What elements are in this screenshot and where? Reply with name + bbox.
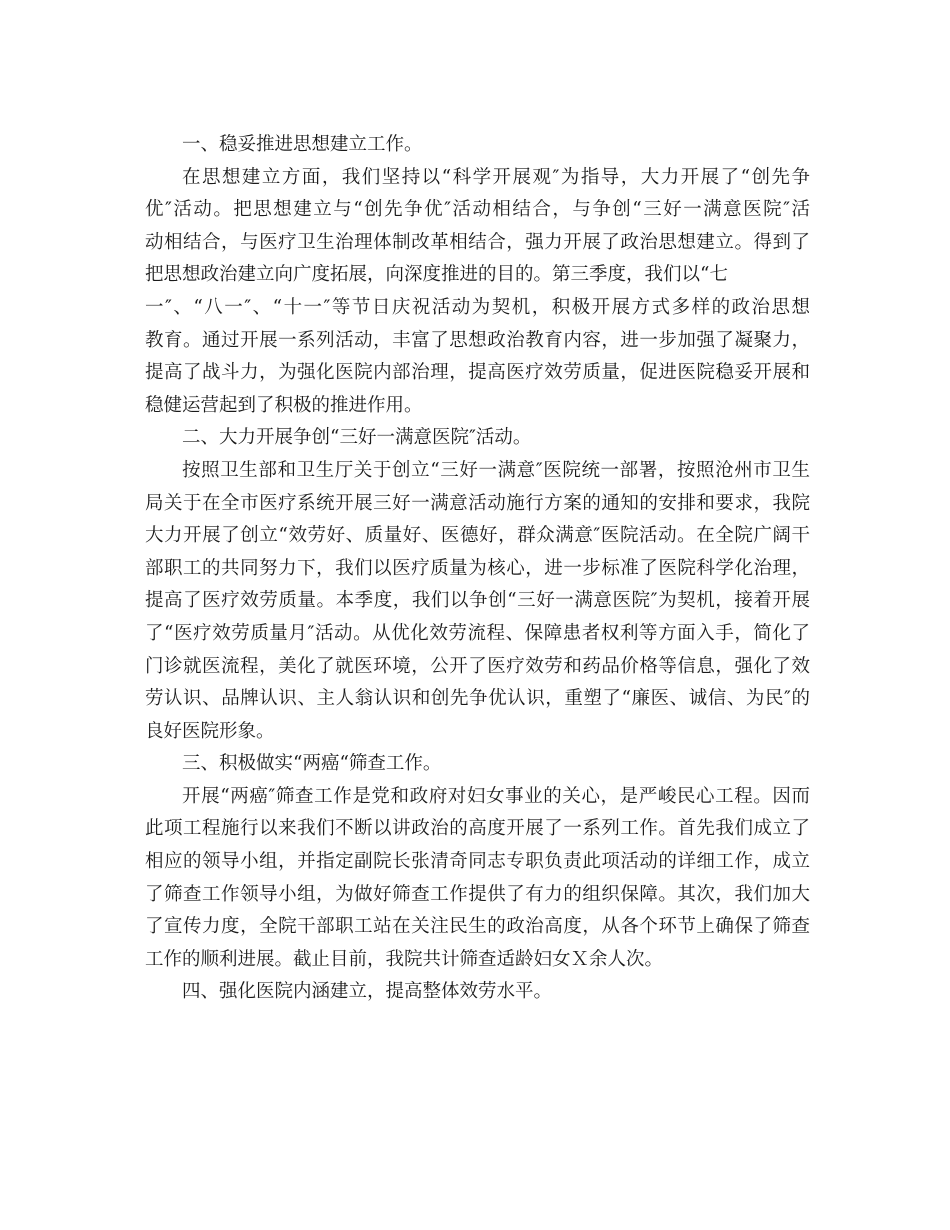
section-heading: 二、大力开展争创“三好一满意医院″活动。 <box>182 427 532 449</box>
text-line: 劳认识、品牌认识、主人翁认识和创先争优认识，重塑了“廉医、诚信、为民″的 <box>145 688 810 710</box>
text-line: 按照卫生部和卫生厅关于创立“三好一满意″医院统一部署，按照沧州市卫生 <box>182 459 810 481</box>
text-line: 门诊就医流程，美化了就医环境，公开了医疗效劳和药品价格等信息，强化了效 <box>145 655 810 677</box>
text-line: 把思想政治建立向广度拓展，向深度推进的目的。第三季度，我们以“七 <box>145 264 728 286</box>
text-line: 大力开展了创立“效劳好、质量好、医德好，群众满意″医院活动。在全院广阔干 <box>145 525 810 547</box>
document-body <box>145 129 810 1009</box>
text-line: 提高了医疗效劳质量。本季度，我们以争创“三好一满意医院″为契机，接着开展 <box>145 590 810 612</box>
text-line: 在思想建立方面，我们坚持以“科学开展观″为指导，大力开展了“创先争 <box>182 166 810 188</box>
text-line: 稳健运营起到了积极的推进作用。 <box>145 394 423 416</box>
text-line: 教育。通过开展一系列活动，丰富了思想政治教育内容，进一步加强了凝聚力， <box>145 329 810 351</box>
text-line: 一″、“八一″、“十一″等节日庆祝活动为契机，积极开展方式多样的政治思想 <box>145 296 810 318</box>
text-line: 了“医疗效劳质量月″活动。从优化效劳流程、保障患者权利等方面入手，简化了 <box>145 622 810 644</box>
text-line: 提高了战斗力，为强化医院内部治理，提高医疗效劳质量，促进医院稳妥开展和 <box>145 362 810 384</box>
text-line: 一、稳妥推进思想建立工作。 <box>182 134 423 155</box>
text-line: 工作的顺利进展。截止目前，我院共计筛查适龄妇女Ｘ余人次。 <box>145 948 664 970</box>
text-line: 良好医院形象。 <box>145 720 275 742</box>
text-line: 了宣传力度，全院干部职工站在关注民生的政治高度，从各个环节上确保了筛查 <box>145 916 810 938</box>
text-line: 相应的领导小组，并指定副院长张清奇同志专职负责此项活动的详细工作，成立 <box>145 851 810 873</box>
text-line: 局关于在全市医疗系统开展三好一满意活动施行方案的通知的安排和要求，我院 <box>145 492 810 514</box>
section-heading: 三、积极做实“两癌“筛查工作。 <box>182 753 442 775</box>
text-line: 了筛查工作领导小组，为做好筛查工作提供了有力的组织保障。其次，我们加大 <box>145 883 810 905</box>
section-heading: 四、强化医院内涵建立，提高整体效劳水平。 <box>182 981 553 1003</box>
text-line: 开展“两癌″筛查工作是党和政府对妇女事业的关心，是严峻民心工程。因而 <box>182 785 810 807</box>
text-line: 此项工程施行以来我们不断以讲政治的高度开展了一系列工作。首先我们成立了 <box>145 818 810 840</box>
text-line: 优″活动。把思想建立与“创先争优″活动相结合，与争创“三好一满意医院″活 <box>145 199 810 221</box>
text-line: 部职工的共同努力下，我们以医疗质量为核心，进一步标准了医院科学化治理， <box>145 557 810 579</box>
text-line: 动相结合，与医疗卫生治理体制改革相结合，强力开展了政治思想建立。得到了 <box>145 231 810 253</box>
